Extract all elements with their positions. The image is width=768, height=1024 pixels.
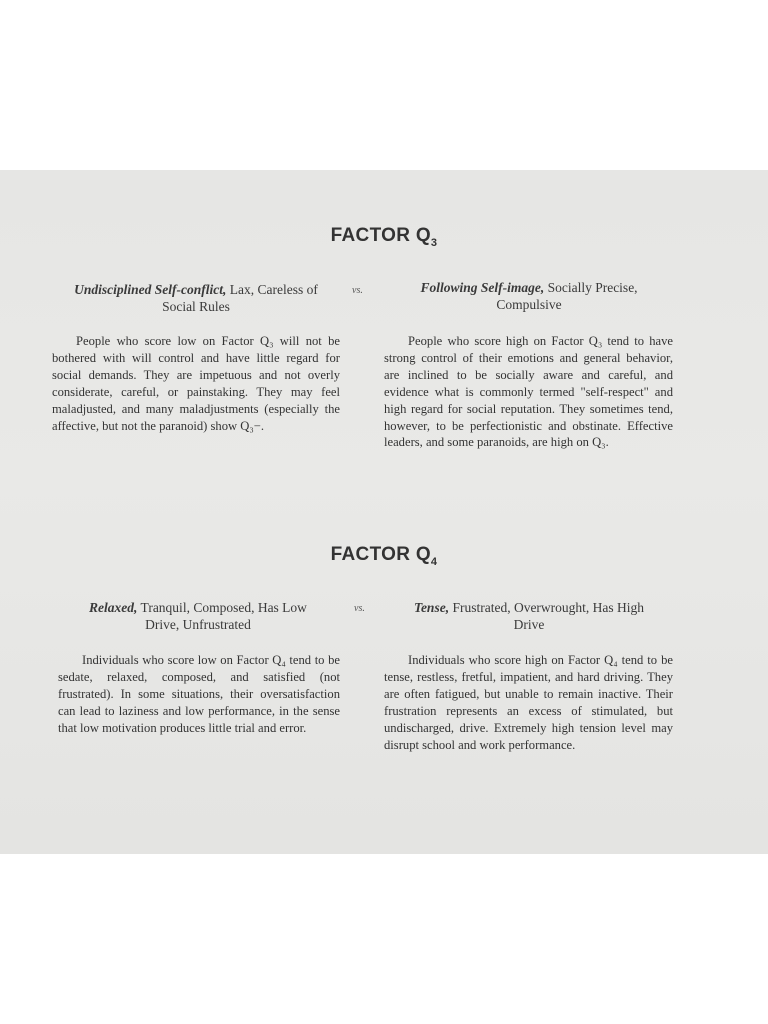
factor-q3-title: FACTOR $Q_3$ (330, 225, 438, 249)
factor-q4-high-heading: Tense, Frustrated, Overwrought, Has High Drive (413, 600, 645, 632)
document-page (0, 170, 768, 854)
factor-q4-high-description: Individuals who score high on Factor Q₄ tend to be tense, restless, fretful, impatient, and hard driving. They are often fatigued, but unable to remain inactive. Their frustration represents an excess of stimulated, but undischarged, drive. Extremely high tension level may disrupt school and work performance. (384, 653, 673, 752)
factor-q4-vs: vs. (354, 603, 365, 614)
factor-q4-low-heading: Relaxed, Tranquil, Composed, Has Low Drive, Unfrustrated (89, 600, 307, 632)
factor-q4-low-description: Individuals who score low on Factor Q₄ tend to be sedate, relaxed, composed, and satisfied (not frustrated). In some situations, their oversatisfaction can lead to laziness and low performance, in the sense that low motivation produces little trial and error. (58, 653, 340, 735)
factor-q3-low-description: People who score low on Factor Q₃ will not be bothered with will control and have little regard for social demands. They are impetuous and not overly considerate, careful, or painstaking. They may feel maladjusted, and many maladjustments (especially the affective, but not the paranoid) show Q₃−. (52, 334, 340, 433)
factor-q3-high-heading: Following Self-image, Socially Precise, Compulsive (420, 280, 638, 312)
factor-q3-high-description: People who score high on Factor Q₃ tend to have strong control of their emotions and general behavior, are inclined to be socially aware and careful, and evidence what is commonly termed "self-respect" and high regard for social reputation. They sometimes tend, however, to be perfectionistic and obstinate. Effective leaders, and some paranoids, are high on Q₃. (384, 334, 673, 450)
factor-q4-title: FACTOR $Q_4$ (330, 544, 438, 568)
factor-q3-vs: vs. (352, 285, 363, 296)
factor-q3-low-heading: Undisciplined Self-conflict, Lax, Careless of Social Rules (74, 282, 318, 314)
